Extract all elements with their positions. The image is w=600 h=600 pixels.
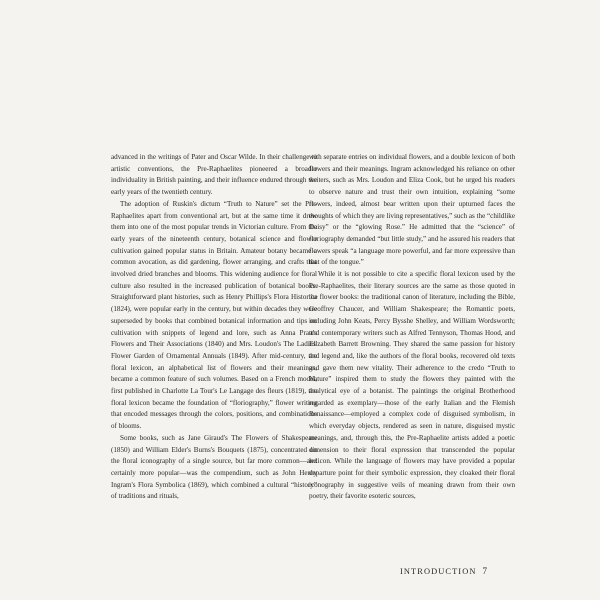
text-column-right (309, 152, 515, 503)
paragraph: advanced in the writings of Pater and Oscar Wilde. In their challenge to artistic conventions, the Pre-Raphaelites pioneered a broader individuality in British painting, and their influence endured through the early years of the twentieth century. (111, 153, 317, 197)
paragraph: The adoption of Ruskin's dictum “Truth to Nature” set the Pre-Raphaelites apart from conventional art, but at the same time it drew them into one of the most popular trends in Victorian culture. From the early years of the nineteenth century, botanical science and flower cultivation gained popular status in Britain. Amateur botany became a common avocation, as did gardening, flower arranging, and crafts that involved dried branches and blooms. This widening audience for floral culture also resulted in the increased publication of botanical books. Straightforward plant histories, such as Henry Phillips's Flora Historica (1824), were popular early in the century, but within decades they were superseded by books that combined botanical information and tips on cultivation with snippets of legend and lore, such as Anna Pratt's Flowers and Their Associations (1840) and Mrs. Loudon's The Ladies' Flower Garden of Ornamental Annuals (1849). After mid-century, the floral lexicon, an alphabetical list of flowers and their meanings, became a common feature of such volumes. Based on a French model, first published in Charlotte La Tour's Le Langage des fleurs (1819), the floral lexicon became the foundation of “floriography,” flower writing that encoded messages through the colors, positions, and combinations of blooms. (111, 199, 317, 431)
section-title: INTRODUCTION (400, 567, 477, 576)
text-column-left (111, 152, 317, 503)
paragraph: with separate entries on individual flowers, and a double lexicon of both flowers and their meanings. Ingram acknowledged his reliance on other writers, such as Mrs. Loudon and Eliza Cook, but he urged his readers to observe nature and trust their own intuition, explaining “some flowers, indeed, almost bear written upon their upturned faces the thoughts of which they are living representatives,” such as the “childlike Daisy” or the “glowing Rose.” He admitted that the “science” of floriography demanded “but little study,” and he assured his readers that flowers speak “a language more powerful, and far more expressive than that of the tongue.” (309, 153, 515, 267)
running-footer (400, 566, 487, 576)
page-number: 7 (482, 566, 487, 576)
paragraph: While it is not possible to cite a specific floral lexicon used by the Pre-Raphaelites, their literary sources are the same as those quoted in the flower books: the traditional canon of literature, including the Bible, Geoffrey Chaucer, and William Shakespeare; the Romantic poets, including John Keats, Percy Bysshe Shelley, and William Wordsworth; and contemporary writers such as Alfred Tennyson, Thomas Hood, and Elizabeth Barrett Browning. They shared the same passion for history and legend and, like the authors of the floral books, recovered old texts and gave them new vitality. Their adherence to the credo “Truth to Nature” inspired them to study the flowers they painted with the analytical eye of a botanist. The paintings the original Brotherhood regarded as exemplary—those of the early Italian and the Flemish Renaissance—employed a complex code of disguised symbolism, in which everyday objects, rendered as seen in nature, disguised mystic meanings, and, through this, the Pre-Raphaelite artists added a poetic dimension to their floral expression that transcended the popular lexicon. While the language of flowers may have provided a popular departure point for their symbolic expression, they cloaked their floral iconography in suggestive veils of meaning drawn from their own poetry, their favorite esoteric sources, (309, 270, 515, 501)
paragraph: Some books, such as Jane Giraud's The Flowers of Shakespeare (1850) and William Elder's Burns's Bouquets (1875), concentrated on the floral iconography of a single source, but far more common—and certainly more popular—was the compendium, such as John Henry Ingram's Flora Symbolica (1869), which combined a cultural “history” of traditions and rituals, (111, 433, 317, 501)
